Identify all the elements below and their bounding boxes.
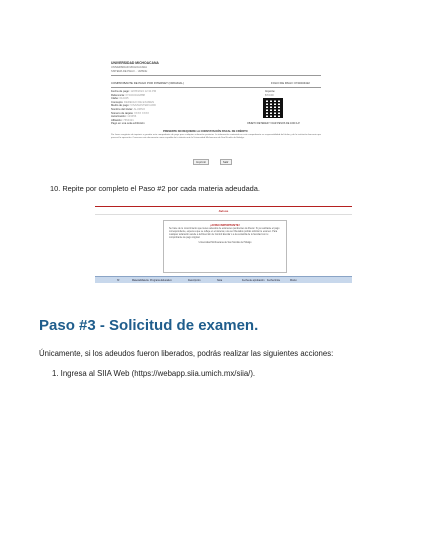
field-value: VISA/MASTERCARD <box>130 104 156 108</box>
field-label: Referencia: <box>111 93 125 97</box>
amount-value: $73.00 <box>265 93 274 97</box>
step-1-text: 1. Ingresa al SIIA Web (https://webapp.siia.umich.mx/siia/). <box>52 369 256 378</box>
notice-text: Por favor asegúrate de imprimir o guardar este comprobante de pago para cualquier aclaración posterior. La información contenida en este comprobante es responsabilidad del titular y de la institución bancaria que procesó la operación. Conserva este documento como respaldo de tu trámite ante la Universidad Michoacana de San Nicolás de Hidalgo. <box>111 134 321 139</box>
table-column-header: Nº <box>117 278 120 282</box>
field-value: DERECHO DE EXAMEN <box>124 100 155 104</box>
field-value: XXXX XXXX <box>134 111 150 115</box>
field-label: Concepto: <box>111 100 124 104</box>
print-button[interactable]: Imprimir <box>193 159 209 165</box>
field-value: 0743234422888 <box>125 93 145 97</box>
field-label: Afiliación: <box>111 118 123 122</box>
notice-title: PRESENTE NO REQUIERE LA CONSTATACIÓN FISCAL DE CRÉDITO <box>163 130 248 133</box>
payment-voucher-screenshot <box>105 58 325 166</box>
table-column-header: Descripción <box>188 278 201 282</box>
intro-paragraph: Únicamente, si los adeudos fueron liberados, podrás realizar las siguientes acciones: <box>39 349 334 358</box>
voucher-field-row <box>111 90 156 93</box>
voucher-university: UNIVERSIDAD MICHOACANA <box>111 61 159 65</box>
voucher-field-row <box>111 122 145 125</box>
divider <box>111 87 321 88</box>
field-label: Autorización: <box>111 115 127 119</box>
notice-box-text: Se hace de tu conocimiento que tienes adeudos de exámenes pendientes de liberar. Si ya realizaste el pago correspondiente, espera a que se refleje en el sistema; una vez liberados podrás solicitar tu examen. Para cualquier aclaración acude a la Dirección de Control Escolar o a la ventanilla de tu facultad con tu comprobante de pago original. <box>169 228 280 239</box>
table-column-header: Fecha de aprobación <box>242 278 265 282</box>
divider <box>95 214 352 215</box>
voucher-field-row <box>111 104 156 107</box>
notice-box-footer: Universidad Michoacana de San Nicolás de Hidalgo <box>198 242 252 244</box>
field-value: 123456 <box>127 115 137 119</box>
voucher-header-right: FOLIO DE PAGO: 0743234422 <box>271 81 310 85</box>
table-column-header: Programa Educativo <box>150 278 172 282</box>
qr-code-icon <box>263 98 283 118</box>
voucher-subtitle: UNIVERSIDAD MICHOACANA <box>111 66 148 69</box>
notice-page-title: Avisos <box>218 209 229 213</box>
voucher-header-left: COMPROBANTE DE PAGO POR INTERNET (ORIGINAL) <box>111 81 184 85</box>
divider <box>111 75 321 76</box>
exit-button[interactable]: Salir <box>220 159 232 165</box>
notice-box-title: ¡AVISO IMPORTANTE! <box>210 223 240 227</box>
voucher-field-row <box>111 115 136 118</box>
table-column-header: Fecha límite <box>267 278 281 282</box>
amount-label: Importe: <box>265 89 276 93</box>
field-label: Número de tarjeta: <box>111 111 134 115</box>
header-rule <box>95 206 352 207</box>
page-heading: Paso #3 - Solicitud de examen. <box>39 317 259 334</box>
field-value: ALUMNO <box>133 108 146 111</box>
field-value: 012345 <box>119 97 129 101</box>
voucher-field-row <box>111 108 145 111</box>
field-label: Pago en una sola exhibición <box>111 122 145 126</box>
voucher-subtitle-2: SISTEMA DE PAGO ·· UMSNH <box>111 69 148 73</box>
field-label: Clabe: <box>111 97 119 101</box>
siia-notice-screenshot <box>95 206 352 284</box>
voucher-field-row <box>111 97 129 100</box>
field-label: Medio de pago: <box>111 104 130 108</box>
table-column-header: Monto <box>290 278 297 282</box>
table-column-header: Materia/Materia <box>132 278 149 282</box>
qr-caption: OBJETO RETENER Y DAR PESOS DE 1000 A.P. <box>247 122 301 125</box>
field-label: Fecha de pago: <box>111 90 130 93</box>
field-value: 12/05/2024 12:34 PM <box>130 90 157 93</box>
voucher-buttons <box>193 159 242 165</box>
field-label: Nombre del titular: <box>111 108 133 111</box>
table-header-bar <box>95 276 352 283</box>
field-value: 7654321 <box>123 118 134 122</box>
table-column-header: Nota <box>217 278 223 282</box>
notice-box <box>163 220 287 273</box>
step-10-text: 10. Repite por completo el Paso #2 por cada materia adeudada. <box>50 184 260 193</box>
